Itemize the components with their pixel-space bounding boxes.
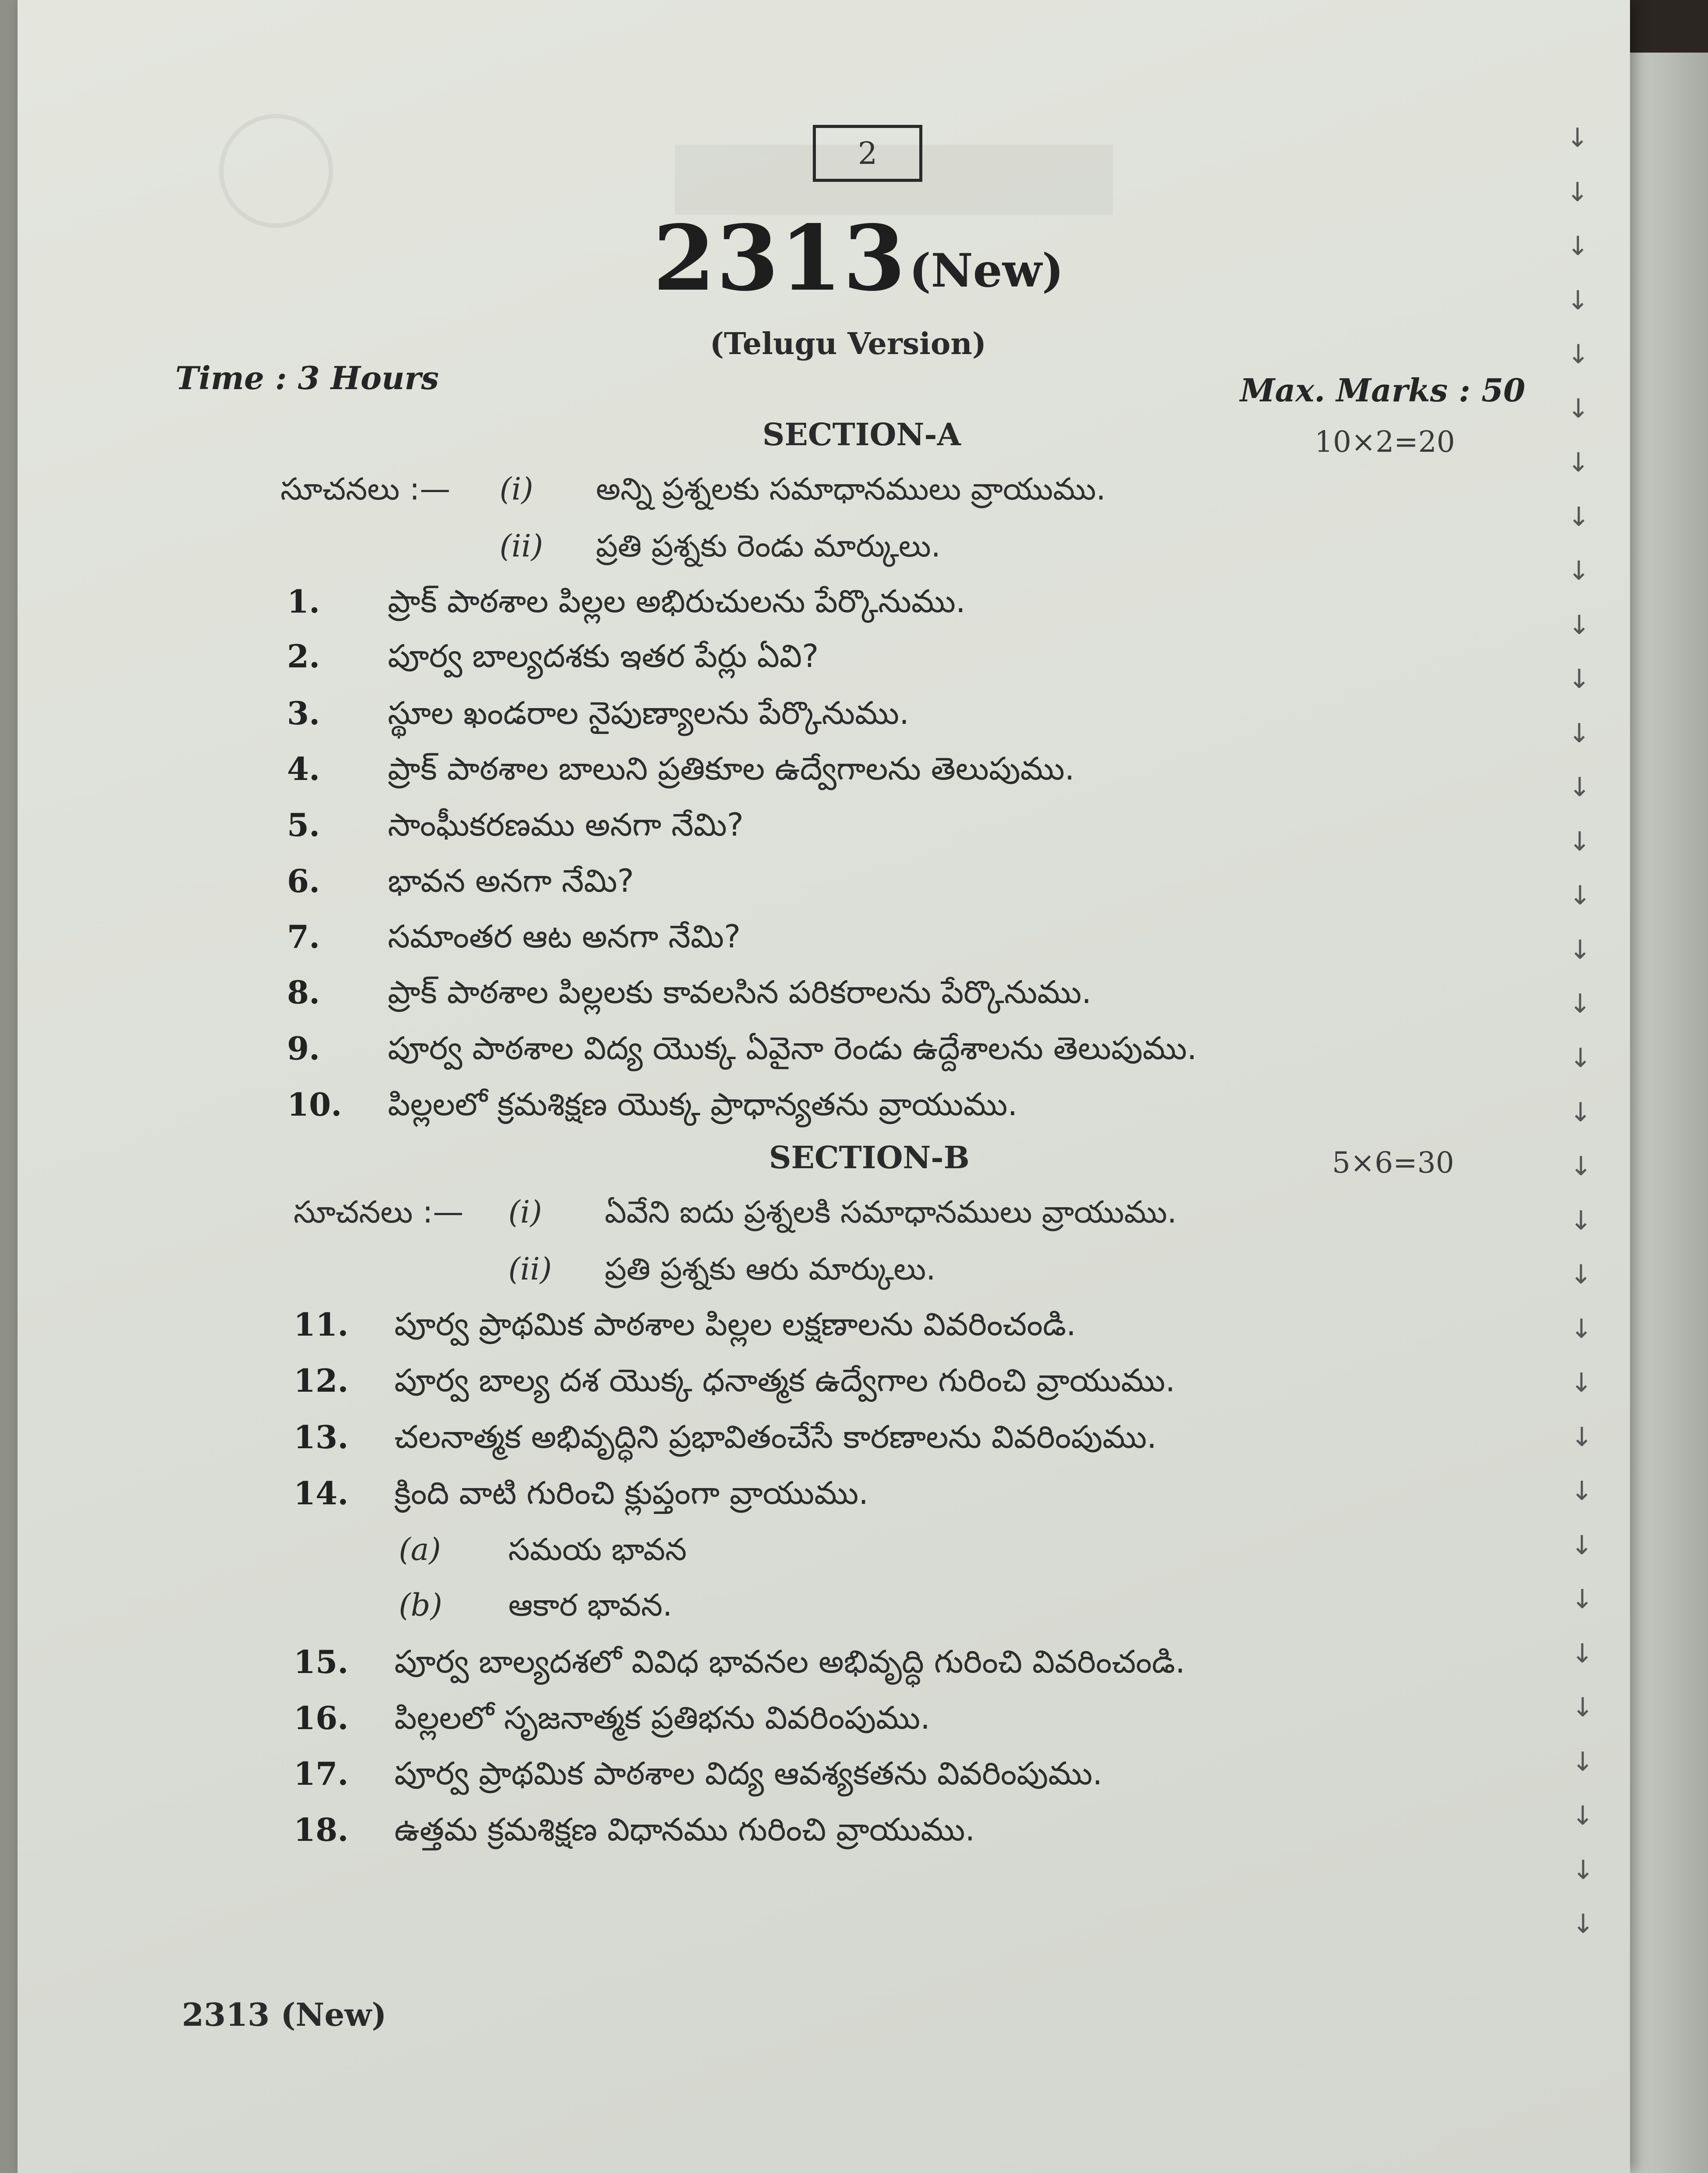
section-a-instruction-1 (280, 471, 1106, 514)
down-arrow-icon: ↓ (1570, 1205, 1592, 1236)
question-number: 15. (294, 1643, 349, 1680)
question-number: 2. (287, 638, 320, 675)
instruction-roman: (ii) (508, 1251, 552, 1287)
section-b-instruction-1 (294, 1194, 1177, 1237)
question-text: భావన అనగా నేమి? (388, 862, 634, 899)
question-text: క్రింది వాటి గురించి క్లుప్తంగా వ్రాయుము. (394, 1475, 869, 1511)
section-b-heading: SECTION-B (769, 1139, 970, 1176)
question-number: 18. (294, 1811, 349, 1848)
question-text: సాంఘీకరణము అనగా నేమి? (388, 806, 744, 843)
section-b-instruction-2 (508, 1251, 936, 1294)
instruction-label: సూచనలు :— (280, 471, 450, 507)
question-text: స్థూల ఖండరాల నైపుణ్యాలను పేర్కొనుము. (388, 695, 909, 731)
down-arrow-icon: ↓ (1568, 664, 1591, 695)
question-number: 3. (287, 695, 320, 732)
part-letter: (a) (399, 1531, 441, 1567)
down-arrow-icon: ↓ (1572, 1692, 1594, 1723)
down-arrow-icon: ↓ (1566, 177, 1589, 208)
question-text: పూర్వ బాల్యదశలో వివిధ భావనల అభివృద్ధి గురించి వివరించండి. (394, 1643, 1185, 1680)
question-14-part-a (399, 1531, 687, 1575)
down-arrow-icon: ↓ (1567, 339, 1590, 370)
question-number: 10. (287, 1086, 342, 1123)
down-arrow-icon: ↓ (1571, 1638, 1594, 1669)
instruction-text: ప్రతి ప్రశ్నకు రెండు మార్కులు. (596, 528, 941, 564)
paper-code-suffix: (New) (909, 243, 1064, 298)
down-arrow-icon: ↓ (1570, 1259, 1592, 1290)
instruction-label: సూచనలు :— (294, 1194, 464, 1230)
question-number: 1. (287, 583, 320, 620)
down-arrow-icon: ↓ (1568, 610, 1591, 641)
paper-stack-edge-back (1656, 0, 1708, 2173)
question-text: పూర్వ బాల్య దశ యొక్క ధనాత్మక ఉద్వేగాల గురించి వ్రాయుము. (394, 1362, 1176, 1399)
question-number: 7. (287, 918, 320, 955)
max-marks-label: Max. Marks : 50 (1240, 372, 1526, 409)
down-arrow-icon: ↓ (1568, 718, 1591, 749)
down-arrow-icon: ↓ (1572, 1909, 1595, 1939)
question-number: 6. (287, 862, 320, 900)
part-text: ఆకార భావన. (508, 1587, 673, 1623)
question-number: 5. (287, 806, 320, 844)
question-number: 13. (294, 1418, 349, 1456)
down-arrow-icon: ↓ (1570, 1368, 1593, 1398)
question-text: ప్రాక్ పాఠశాల బాలుని ప్రతికూల ఉద్వేగాలను తెలుపుము. (388, 750, 1075, 787)
down-arrow-icon: ↓ (1570, 1151, 1592, 1182)
question-text: పూర్వ పాఠశాల విద్య యొక్క ఏవైనా రెండు ఉద్దేశాలను తెలుపుము. (388, 1030, 1197, 1067)
question-number: 8. (287, 974, 320, 1011)
down-arrow-icon: ↓ (1569, 772, 1591, 803)
version-label: (Telugu Version) (710, 326, 986, 362)
section-a-heading: SECTION-A (762, 416, 961, 453)
down-arrow-icon: ↓ (1570, 1043, 1592, 1074)
instruction-roman: (i) (508, 1194, 542, 1230)
down-arrow-icon: ↓ (1571, 1476, 1593, 1507)
part-text: సమయ భావన (508, 1531, 687, 1567)
down-arrow-icon: ↓ (1566, 123, 1589, 153)
question-text: ఉత్తమ క్రమశిక్షణ విధానము గురించి వ్రాయుము. (394, 1811, 975, 1848)
instruction-text: ప్రతి ప్రశ్నకు ఆరు మార్కులు. (605, 1251, 936, 1287)
section-a-instruction-2 (500, 528, 941, 571)
down-arrow-icon: ↓ (1571, 1584, 1594, 1615)
question-number: 14. (294, 1475, 349, 1512)
page-number-box (813, 125, 922, 182)
down-arrow-icon: ↓ (1568, 502, 1590, 532)
question-text: పూర్వ ప్రాథమిక పాఠశాల విద్య ఆవశ్యకతను వివరింపుము. (394, 1755, 1103, 1792)
footer-paper-code: 2313 (New) (182, 1996, 387, 2033)
section-a-marks: 10×2=20 (1315, 425, 1455, 459)
question-text: సమాంతర ఆట అనగా నేమి? (388, 918, 741, 955)
down-arrow-icon: ↓ (1570, 1097, 1592, 1128)
instruction-text: అన్ని ప్రశ్నలకు సమాధానములు వ్రాయుము. (596, 471, 1106, 507)
bleed-through-mark (219, 114, 333, 228)
page-number: 2 (858, 135, 878, 171)
down-arrow-icon: ↓ (1569, 826, 1591, 857)
question-number: 11. (294, 1306, 349, 1343)
down-arrow-icon: ↓ (1572, 1801, 1594, 1831)
down-arrow-icon: ↓ (1569, 880, 1591, 911)
part-letter: (b) (399, 1587, 443, 1623)
question-text: పూర్వ బాల్యదశకు ఇతర పేర్లు ఏవి? (388, 638, 819, 674)
down-arrow-icon: ↓ (1568, 556, 1590, 586)
question-number: 17. (294, 1755, 349, 1792)
instruction-roman: (i) (500, 471, 534, 507)
question-number: 16. (294, 1699, 349, 1737)
question-number: 4. (287, 750, 320, 787)
question-text: పిల్లలలో సృజనాత్మక ప్రతిభను వివరింపుము. (394, 1699, 931, 1736)
question-text: చలనాత్మక అభివృద్ధిని ప్రభావితంచేసే కారణాలను వివరింపుము. (394, 1418, 1157, 1455)
question-text: పూర్వ ప్రాథమిక పాఠశాల పిల్లల లక్షణాలను వివరించండి. (394, 1306, 1076, 1343)
down-arrow-icon: ↓ (1572, 1747, 1594, 1777)
question-text: పిల్లలలో క్రమశిక్షణ యొక్క ప్రాధాన్యతను వ్రాయుము. (388, 1086, 1018, 1123)
perforation-arrows (1566, 123, 1593, 1985)
question-number: 9. (287, 1030, 320, 1067)
time-label: Time : 3 Hours (175, 359, 439, 397)
paper-code: 2313 (653, 206, 907, 311)
down-arrow-icon: ↓ (1567, 393, 1590, 424)
question-text: ప్రాక్ పాఠశాల పిల్లల అభిరుచులను పేర్కొనుము. (388, 583, 966, 620)
down-arrow-icon: ↓ (1572, 1855, 1595, 1886)
down-arrow-icon: ↓ (1571, 1530, 1593, 1561)
down-arrow-icon: ↓ (1571, 1422, 1593, 1453)
down-arrow-icon: ↓ (1567, 447, 1590, 478)
question-number: 12. (294, 1362, 349, 1399)
down-arrow-icon: ↓ (1569, 989, 1591, 1019)
question-14-part-b (399, 1587, 672, 1631)
question-text: ప్రాక్ పాఠశాల పిల్లలకు కావలసిన పరికరాలను పేర్కొనుము. (388, 974, 1092, 1010)
down-arrow-icon: ↓ (1570, 1314, 1593, 1344)
instruction-roman: (ii) (500, 528, 543, 564)
down-arrow-icon: ↓ (1567, 285, 1589, 316)
down-arrow-icon: ↓ (1567, 231, 1589, 262)
instruction-text: ఏవేని ఐదు ప్రశ్నలకి సమాధానములు వ్రాయుము. (605, 1194, 1177, 1230)
section-b-marks: 5×6=30 (1332, 1146, 1454, 1180)
down-arrow-icon: ↓ (1569, 935, 1591, 965)
